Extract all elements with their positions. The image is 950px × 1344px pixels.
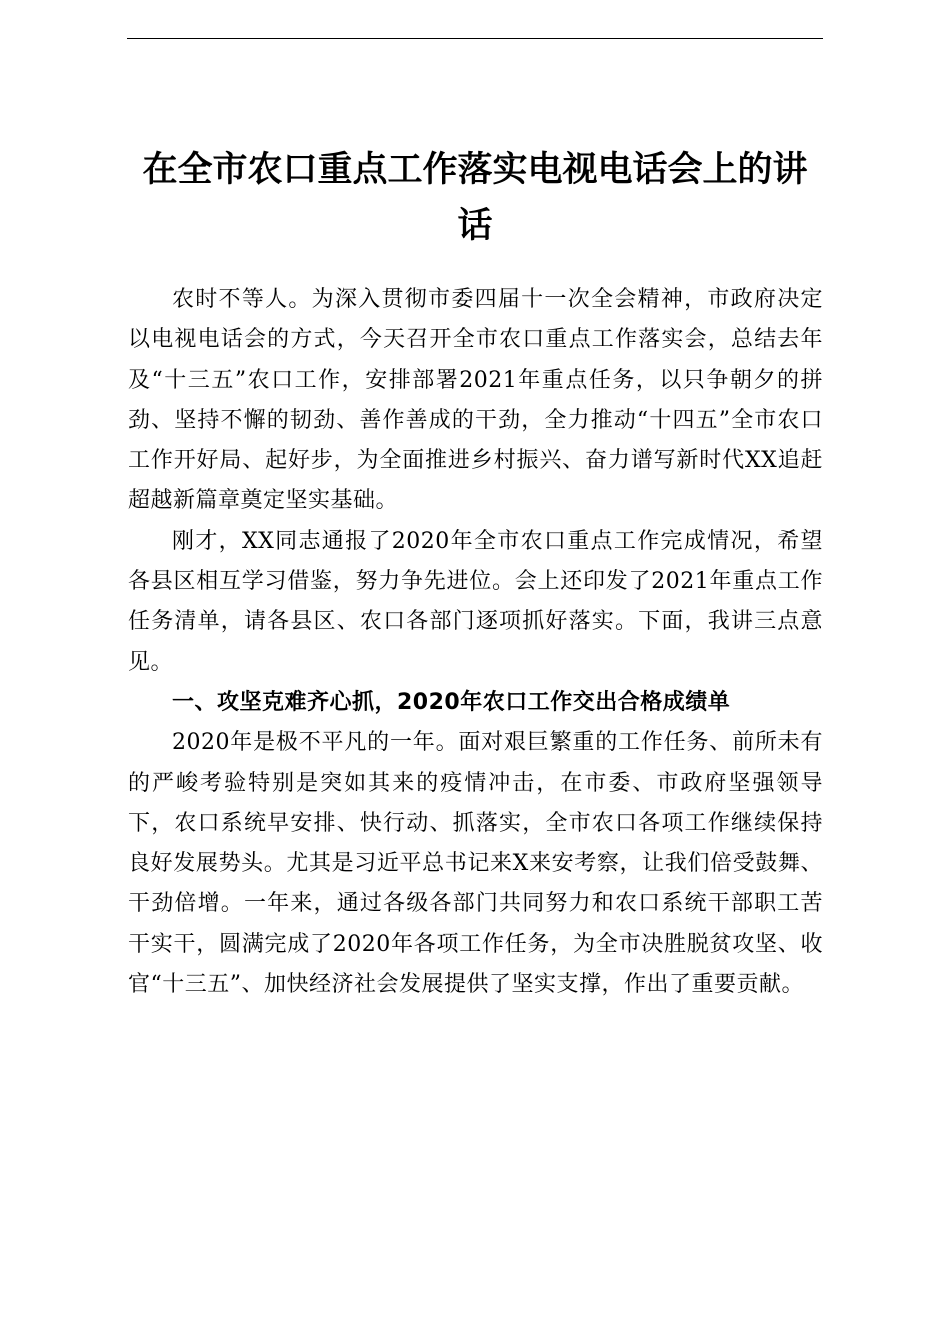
intro-paragraph: 农时不等人。为深入贯彻市委四届十一次全会精神，市政府决定以电视电话会的方式，今天召开全市农口重点工作落实会，总结去年及“十三五”农口工作，安排部署2021年重点任务，以只争朝夕的拼劲、坚持不懈的韧劲、善作善成的干劲，全力推动“十四五”全市农口工作开好局、起好步，为全面推进乡村振兴、奋力谱写新时代XX追赶超越新篇章奠定坚实基础。 xyxy=(128,287,824,514)
section-paragraph: 2020年是极不平凡的一年。面对艰巨繁重的工作任务、前所未有的严峻考验特别是突如其来的疫情冲击，在市委、市政府坚强领导下，农口系统早安排、快行动、抓落实，全市农口各项工作继续保持良好发展势头。尤其是习近平总书记来X来安考察，让我们倍受鼓舞、干劲倍增。一年来，通过各级各部门共同努力和农口系统干部职工苦干实干，圆满完成了2020年各项工作任务，为全市决胜脱贫攻坚、收官“十三五”、加快经济社会发展提供了坚实支撑，作出了重要贡献。 xyxy=(128,730,823,998)
section-heading: 一、攻坚克难齐心抓，2020年农口工作交出合格成绩单 xyxy=(172,689,731,715)
title-line-1: 在全市农口重点工作落实电视电话会上的讲 xyxy=(142,150,808,190)
document-title xyxy=(127,142,823,254)
header-rule xyxy=(127,38,823,39)
second-paragraph: 刚才，XX同志通报了2020年全市农口重点工作完成情况，希望各县区相互学习借鉴，努力争先进位。会上还印发了2021年重点工作任务清单，请各县区、农口各部门逐项抓好落实。下面，我讲三点意见。 xyxy=(128,528,823,675)
title-line-2: 话 xyxy=(457,206,493,246)
document-body xyxy=(128,280,823,1005)
